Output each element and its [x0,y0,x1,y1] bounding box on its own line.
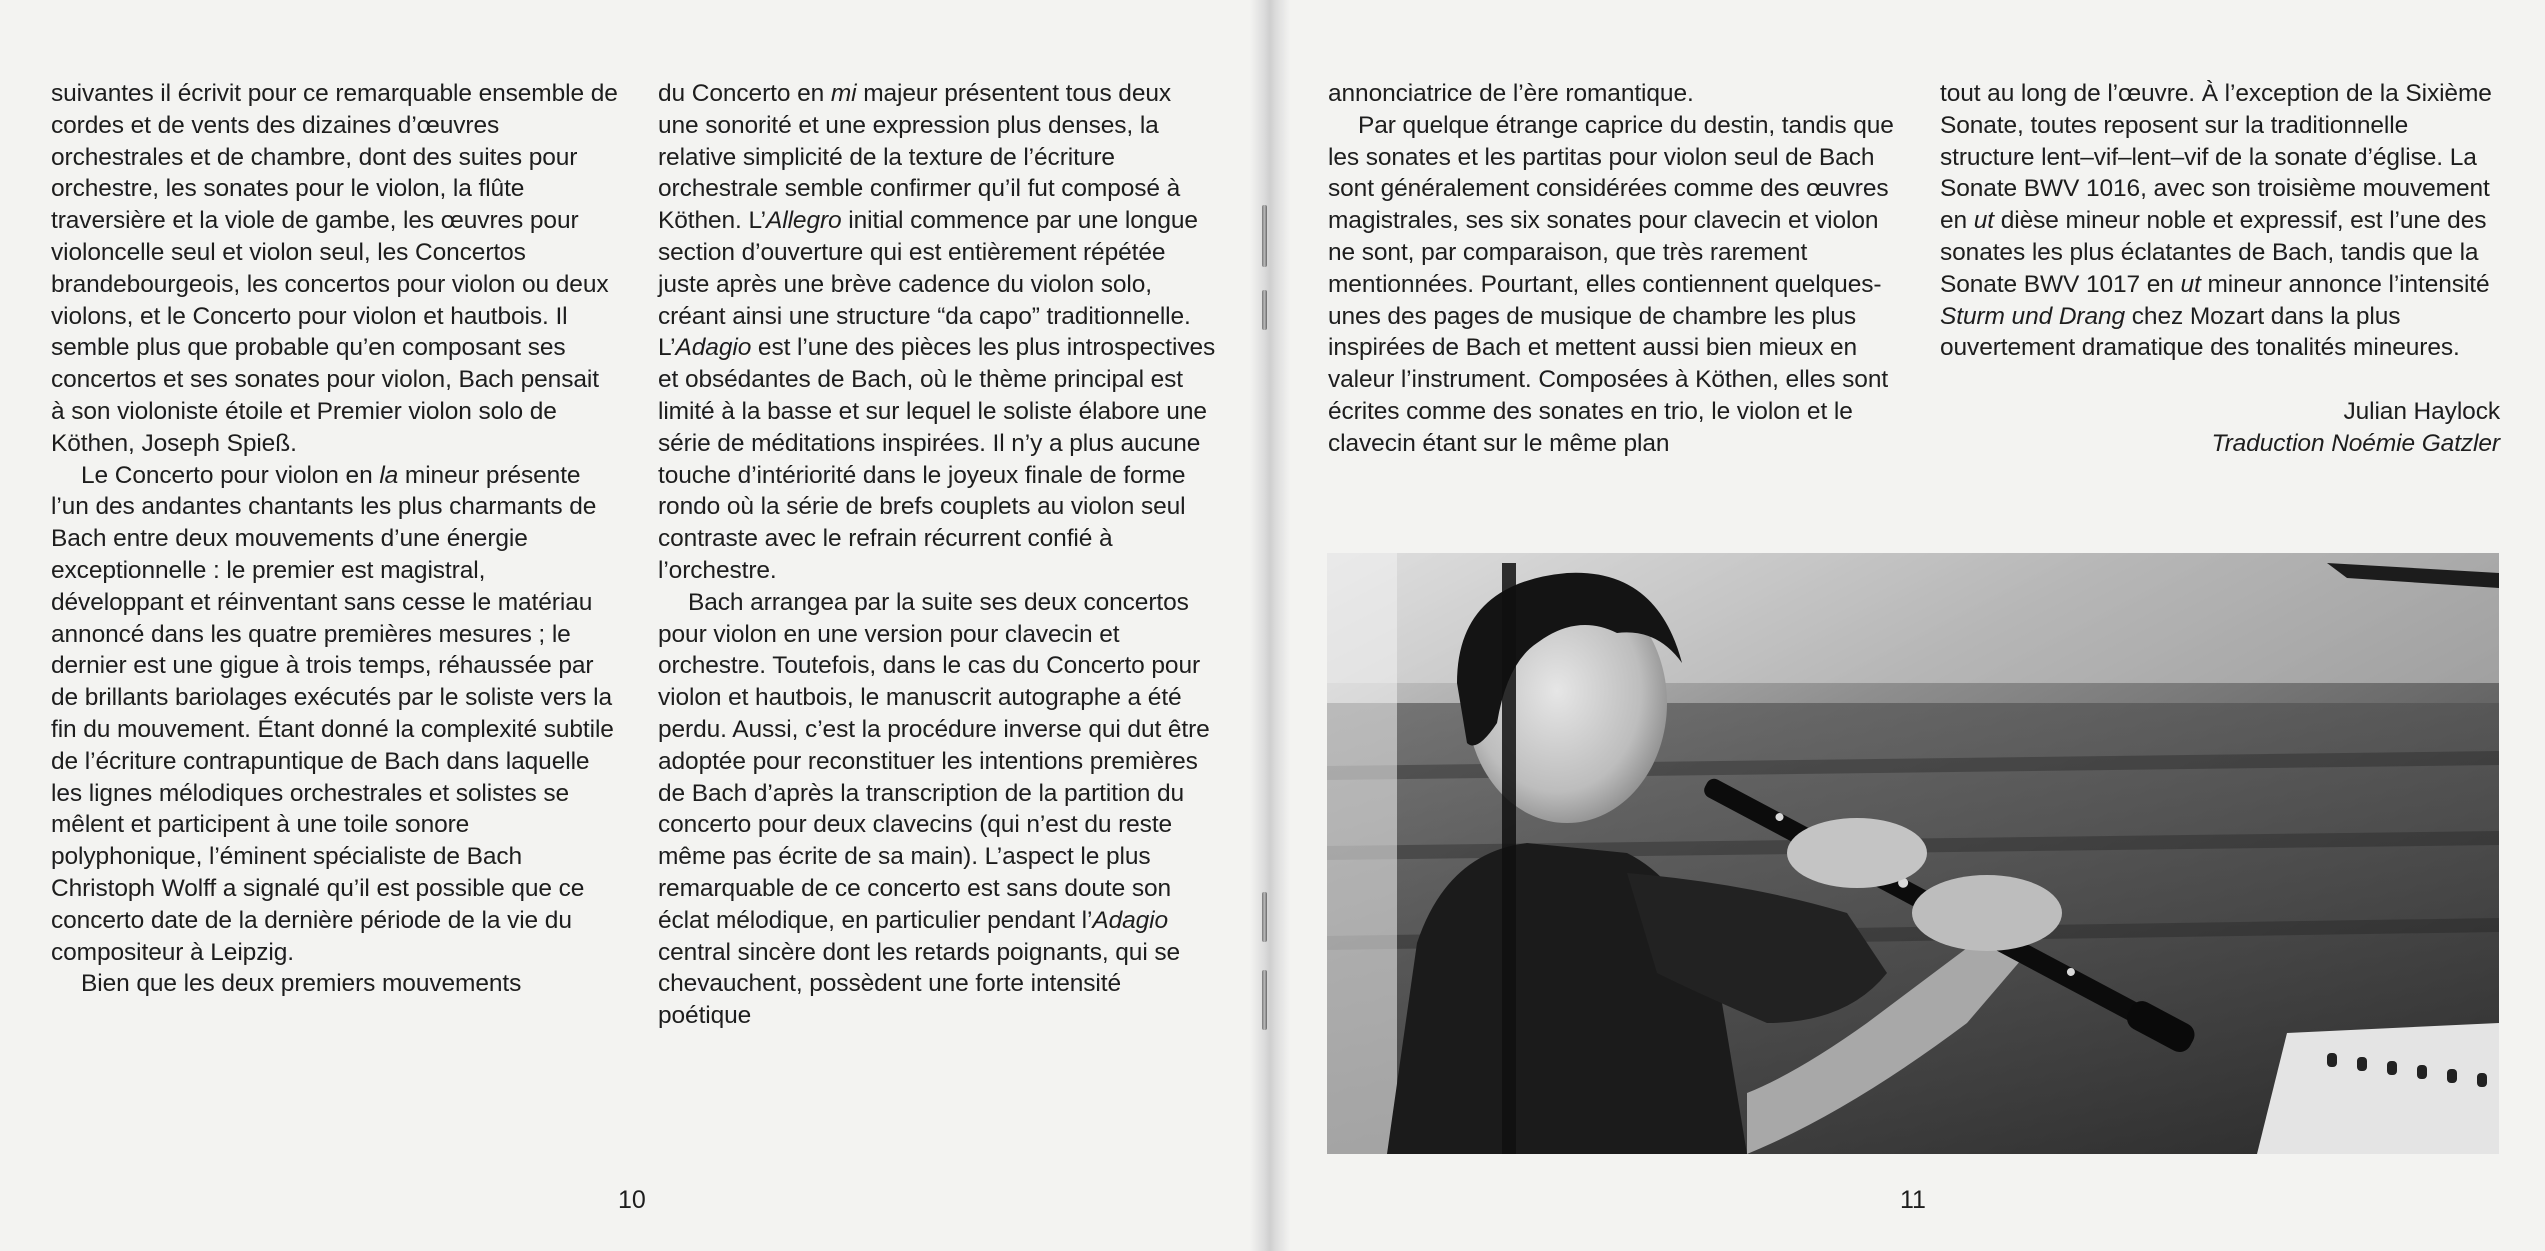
paragraph: Par quelque étrange caprice du destin, tandis que les sonates et les partitas pour violon seul de Bach sont généralement considérées comme des œuvres magistrales, ses six sonates pour clavecin et violon ne sont, par comparaison, que très rarement mentionnées. Pourtant, elles contiennent quelques-unes des pages de musique de chambre les plus inspirées de Bach et mettent aussi bien mieux en valeur l’instrument. Composées à Köthen, elles sont écrites comme des sonates en trio, le violon et le clavecin étant sur le même plan [1328,111,1894,457]
text-run: du Concerto en [658,80,831,107]
text-column-2 [658,78,1218,1032]
page-number-left: 10 [618,1186,646,1214]
text-column-1 [51,78,619,1000]
book-gutter [1250,0,1290,1251]
italic-run: Allegro [765,207,842,235]
author-credit: Julian Haylock [2343,397,2500,425]
staple-icon [1262,290,1267,330]
staple-icon [1262,205,1267,267]
italic-run: ut [2180,270,2201,298]
text-run: chez Mozart dans la plus ouvertement dramatique des tonalités mineures. [1940,302,2460,362]
italic-run: la [379,461,399,489]
text-run: central sincère dont les retards poignants, qui se chevauchent, possèdent une forte intensité poétique [658,938,1181,1030]
text-run: tout au long de l’œuvre. À l’exception de la Sixième Sonate, toutes reposent sur la traditionnelle structure lent–vif–lent–vif de la sonate d’église. La Sonate BWV 1016, avec son troisième mouvement en [1940,80,2492,235]
photo-illustration [1327,553,2499,1154]
text-run: mineur présente l’un des andantes chantants les plus charmants de Bach entre deux mouvements d’une énergie exceptionnelle : le premier est magistral, développant et réinventant sans cesse le matériau annoncé dans les quatre premières mesures ; le dernier est une gigue à trois temps, réhaussée par de brillants bariolages exécutés par le soliste vers la fin du mouvement. Étant donné la complexité subtile de l’écriture contrapuntique de Bach dans laquelle les lignes mélodiques orchestrales et solistes se mêlent et participent à une toile sonore polyphonique, l’éminent spécialiste de Bach Christoph Wolff a signalé qu’il est possible que ce concerto date de la dernière période de la vie du compositeur à Leipzig. [51,461,614,966]
staple-icon [1262,970,1267,1030]
text-column-4 [1940,78,2500,460]
text-run: dièse mineur noble et expressif, est l’une des sonates les plus éclatantes de Bach, tandis que la Sonate BWV 1017 en [1940,207,2487,298]
text-run: Bach arrangea par la suite ses deux concertos pour violon en une version pour clavecin et orchestre. Toutefois, dans le cas du Concerto pour violon et hautbois, le manuscrit autographe a été perdu. Aussi, c’est la procédure inverse qui dut être adoptée pour reconstituer les intentions premières de Bach d’après la transcription de la partition du concerto pour deux clavecins (qui n’est du reste même pas écrite de sa main). L’aspect le plus remarquable de ce concerto est sans doute son éclat mélodique, en particulier pendant l’ [658,588,1210,934]
translator-credit [1940,428,2500,460]
oboist-photo-icon [1327,553,2499,1154]
paragraph [1940,78,2500,364]
text-column-3 [1328,78,1900,460]
paragraph: Bien que les deux premiers mouvements [81,970,522,998]
text-run: Le Concerto pour violon en [81,461,380,489]
page-number-right: 11 [1900,1186,1926,1214]
italic-run: Adagio [675,334,752,362]
staple-icon [1262,892,1267,942]
left-page [0,0,1262,1251]
italic-run: Traduction Noémie Gatzler [2211,429,2500,457]
text-run: mineur annonce l’intensité [2200,270,2490,298]
italic-run: Adagio [1092,906,1169,934]
text-run: majeur présentent tous deux une sonorité et une expression plus denses, la relative simplicité de la texture de l’écriture orchestrale semble confirmer qu’il fut composé à Köthen. L’ [658,80,1181,235]
paragraph: annonciatrice de l’ère romantique. [1328,80,1694,107]
italic-run: Sturm und Drang [1940,302,2126,330]
paragraph: suivantes il écrivit pour ce remarquable ensemble de cordes et de vents des dizaines d’œuvres orchestrales et de chambre, dont des suites pour orchestre, les sonates pour le violon, la flûte traversière et la viole de gambe, les œuvres pour violoncelle seul et violon seul, les Concertos brandebourgeois, les concertos pour violon ou deux violons, et le Concerto pour violon et hautbois. Il semble plus que probable qu’en composant ses concertos et ses sonates pour violon, Bach pensait à son violoniste étoile et Premier violon solo de Köthen, Joseph Spieß. [51,80,618,457]
italic-run: mi [830,80,857,107]
paragraph [51,460,619,969]
text-run: initial commence par une longue section d’ouverture qui est entièrement répétée juste après une brève cadence du violon solo, créant ainsi une structure “da capo” traditionnelle. L’ [658,207,1198,362]
italic-run: ut [1973,207,1994,235]
text-run: est l’une des pièces les plus introspectives et obsédantes de Bach, où le thème principal est limité à la basse et sur lequel le soliste élabore une série de méditations inspirées. Il n’y a plus aucune touche d’intériorité dans le joyeux finale de forme rondo où la série de brefs couplets au violon seul contraste avec le refrain récurrent confié à l’orchestre. [658,334,1216,584]
paragraph [658,587,1218,1032]
paragraph [658,78,1218,587]
